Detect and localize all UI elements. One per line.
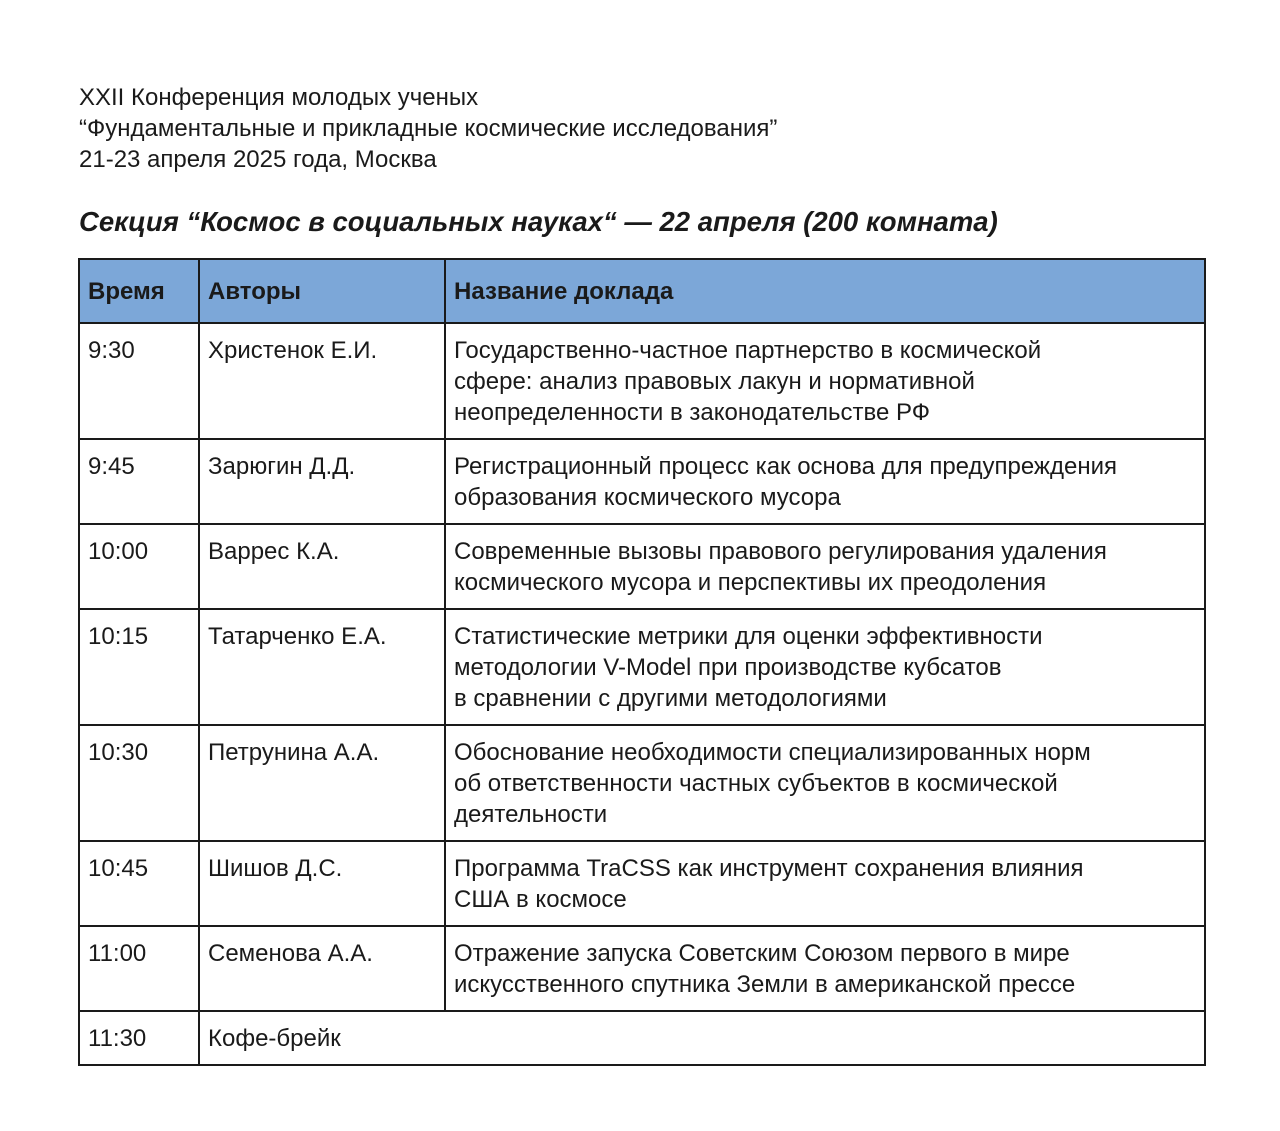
conference-header xyxy=(79,82,777,175)
row-time: 9:30 xyxy=(79,323,199,439)
row-talk-title xyxy=(445,609,1205,725)
talk-title-line: Обоснование необходимости специализированных норм xyxy=(454,739,1091,766)
schedule-table xyxy=(78,258,1206,1066)
table-row xyxy=(79,439,1205,524)
row-time: 10:00 xyxy=(79,524,199,609)
talk-title-line: в сравнении с другими методологиями xyxy=(454,685,887,712)
talk-title-line: сфере: анализ правовых лакун и нормативной xyxy=(454,368,975,395)
conference-theme: “Фундаментальные и прикладные космические исследования” xyxy=(79,115,778,142)
table-row xyxy=(79,323,1205,439)
row-talk-title xyxy=(445,725,1205,841)
talk-title-line: Программа TraCSS как инструмент сохранения влияния xyxy=(454,855,1084,882)
talk-title-line: США в космосе xyxy=(454,886,627,913)
conference-name: XXII Конференция молодых ученых xyxy=(79,84,479,111)
header-time: Время xyxy=(79,259,199,323)
row-talk-title xyxy=(445,841,1205,926)
talk-title-line: Регистрационный процесс как основа для предупреждения xyxy=(454,453,1117,480)
coffee-break-label: Кофе-брейк xyxy=(199,1011,1205,1065)
row-time: 11:00 xyxy=(79,926,199,1011)
row-talk-title xyxy=(445,439,1205,524)
talk-title-line: Статистические метрики для оценки эффективности xyxy=(454,623,1043,650)
row-time: 10:30 xyxy=(79,725,199,841)
talk-title-line: неопределенности в законодательстве РФ xyxy=(454,399,930,426)
talk-title-line: об ответственности частных субъектов в космической xyxy=(454,770,1058,797)
row-author: Татарченко Е.А. xyxy=(199,609,445,725)
row-time: 11:30 xyxy=(79,1011,199,1065)
row-talk-title xyxy=(445,926,1205,1011)
row-author: Семенова А.А. xyxy=(199,926,445,1011)
table-row xyxy=(79,725,1205,841)
talk-title-line: методологии V-Model при производстве кубсатов xyxy=(454,654,1002,681)
conference-date-place: 21-23 апреля 2025 года, Москва xyxy=(79,146,437,173)
table-row xyxy=(79,841,1205,926)
talk-title-line: искусственного спутника Земли в американской прессе xyxy=(454,971,1076,998)
talk-title-line: образования космического мусора xyxy=(454,484,841,511)
talk-title-line: Государственно-частное партнерство в космической xyxy=(454,337,1042,364)
row-author: Шишов Д.С. xyxy=(199,841,445,926)
row-author: Петрунина А.А. xyxy=(199,725,445,841)
row-author: Варрес К.А. xyxy=(199,524,445,609)
row-talk-title xyxy=(445,323,1205,439)
talk-title-line: космического мусора и перспективы их преодоления xyxy=(454,569,1047,596)
table-row xyxy=(79,609,1205,725)
row-talk-title xyxy=(445,524,1205,609)
row-time: 9:45 xyxy=(79,439,199,524)
row-time: 10:45 xyxy=(79,841,199,926)
table-row xyxy=(79,524,1205,609)
section-title: Секция “Космос в социальных науках“ — 22 апреля (200 комната) xyxy=(79,206,998,237)
talk-title-line: Отражение запуска Советским Союзом первого в мире xyxy=(454,940,1070,967)
talk-title-line: деятельности xyxy=(454,801,608,828)
row-author: Зарюгин Д.Д. xyxy=(199,439,445,524)
coffee-break-row xyxy=(79,1011,1205,1065)
row-time: 10:15 xyxy=(79,609,199,725)
row-author: Христенок Е.И. xyxy=(199,323,445,439)
header-title: Название доклада xyxy=(445,259,1205,323)
table-header-row xyxy=(79,259,1205,323)
table-row xyxy=(79,926,1205,1011)
talk-title-line: Современные вызовы правового регулирования удаления xyxy=(454,538,1107,565)
header-authors: Авторы xyxy=(199,259,445,323)
